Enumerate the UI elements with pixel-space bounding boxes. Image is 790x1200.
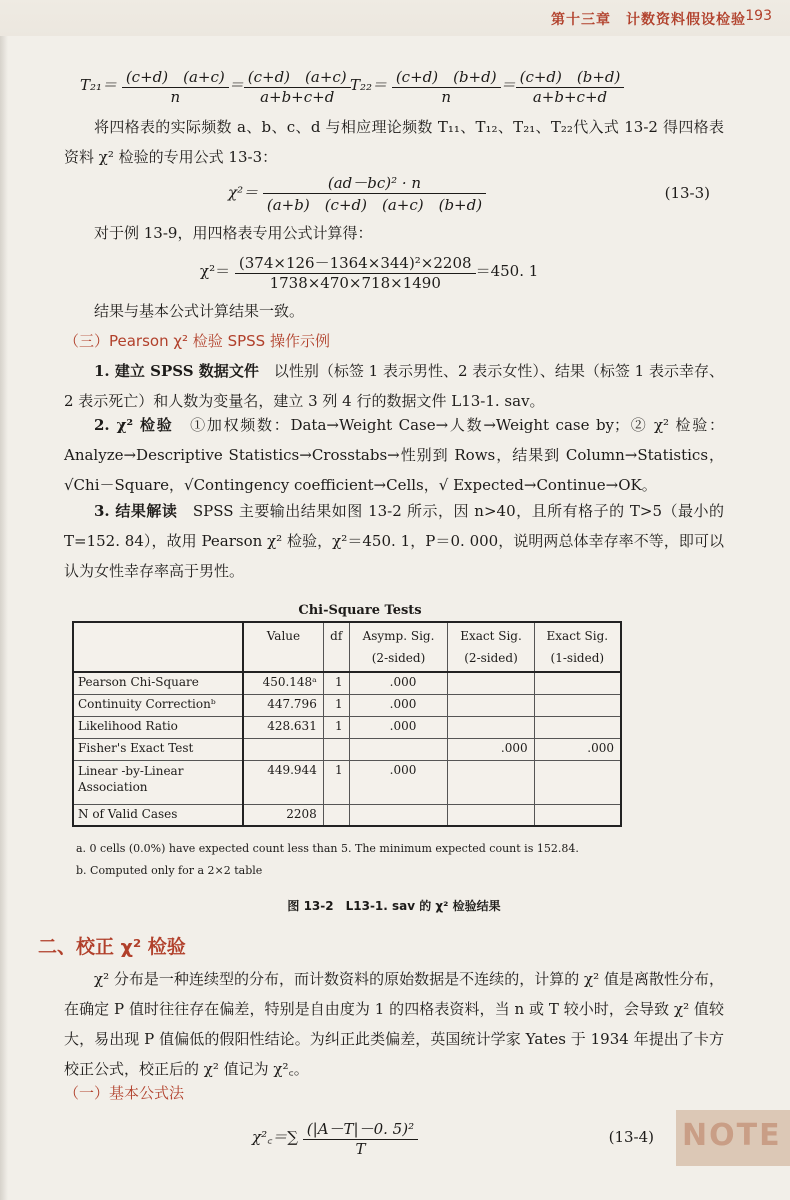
header-asymp [349, 622, 448, 672]
header-exact1 [534, 622, 621, 672]
table-row [73, 694, 621, 716]
formula-13-3 [228, 172, 486, 215]
paragraph-example: 对于例 13-9，用四格表专用公式计算得： [94, 224, 373, 242]
eq13-4-fraction [303, 1118, 418, 1158]
table-title: Chi-Square Tests [298, 603, 422, 618]
t22-num2: (c+d) (b+d) [516, 66, 625, 88]
cell-df: 1 [323, 672, 349, 694]
t22-fraction-2 [516, 66, 625, 106]
cell-df: 1 [323, 760, 349, 804]
formula-13-4 [252, 1118, 418, 1158]
step-1 [64, 356, 724, 416]
formula-t22: T₂₂＝ $\frac{(c+d) (b+d)}{n}$ ＝ $\frac{(c+d) (b+d)}{a+b+c+d}$ [350, 66, 624, 106]
table-row [73, 672, 621, 694]
step-1-text: 以性别（标签 1 表示男性、2 表示女性）、结果（标签 1 表示幸存、2 表示死亡）和人数为变量名，建立 3 列 4 行的数据文件 L13-1. sav。 [64, 362, 724, 410]
section-2-title: 二、校正 χ² 检验 [38, 936, 186, 958]
table-row [73, 804, 621, 826]
t22-num1: (c+d) (b+d) [392, 66, 501, 88]
chi-square-table [72, 621, 622, 827]
cell-value: 449.944 [243, 760, 323, 804]
cell-exact1 [534, 804, 621, 826]
table-footnote-b: b. Computed only for a 2×2 table [76, 864, 263, 877]
header-blank [73, 622, 243, 672]
cell-value: 447.796 [243, 694, 323, 716]
calc-result: ＝450. 1 [475, 262, 539, 280]
equation-number-13-4: (13-4) [608, 1128, 654, 1146]
eq13-3-den: (a+b) (c+d) (a+c) (b+d) [266, 196, 483, 214]
eq13-3-num: (ad－bc)² · n [263, 172, 486, 194]
row-label: Fisher's Exact Test [73, 738, 243, 760]
cell-exact2 [448, 716, 534, 738]
t21-num2: (c+d) (a+c) [244, 66, 351, 88]
header-exact2-l2: (2-sided) [464, 651, 518, 665]
page-number: 193 [745, 8, 772, 24]
table-row [73, 738, 621, 760]
header-exact1-l2: (1-sided) [550, 651, 605, 665]
cell-value: 428.631 [243, 716, 323, 738]
header-asymp-l2: (2-sided) [371, 651, 426, 665]
cell-df [323, 804, 349, 826]
step-2-title: 2. χ² 检验 [94, 416, 174, 434]
cell-df [323, 738, 349, 760]
row-label: Likelihood Ratio [73, 716, 243, 738]
eq13-4-lhs: χ²꜀＝∑ [252, 1128, 299, 1146]
step-2 [64, 410, 724, 500]
cell-exact2 [448, 694, 534, 716]
cell-exact1 [534, 672, 621, 694]
table-row [73, 760, 621, 804]
cell-asymp: .000 [349, 672, 448, 694]
t22-lhs: T₂₂＝ [350, 76, 388, 94]
table-header-row [73, 622, 621, 672]
running-header [0, 0, 790, 36]
table-footnote-a: a. 0 cells (0.0%) have expected count less than 5. The minimum expected count is 152.84. [76, 842, 579, 855]
header-value: Value [243, 622, 323, 672]
eq13-4-den: T [355, 1140, 366, 1158]
row-label: Pearson Chi-Square [73, 672, 243, 694]
cell-asymp: .000 [349, 760, 448, 804]
subsection-basic-formula: （一）基本公式法 [64, 1084, 185, 1102]
header-df: df [323, 622, 349, 672]
eq13-3-fraction [263, 172, 486, 215]
step-3-title: 3. 结果解读 [94, 502, 178, 520]
calc-num: (374×126－1364×344)²×2208 [235, 252, 476, 274]
t22-fraction-1 [392, 66, 501, 106]
t21-den1: n [170, 88, 181, 106]
cell-exact1 [534, 760, 621, 804]
paragraph-consistent: 结果与基本公式计算结果一致。 [94, 302, 305, 320]
row-label: Continuity Correctionᵇ [73, 694, 243, 716]
equation-number-13-3: (13-3) [664, 184, 710, 202]
note-logo-text: NOTE [682, 1118, 782, 1153]
t22-den1: n [441, 88, 452, 106]
step-3 [64, 496, 724, 586]
header-exact2-l1: Exact Sig. [460, 629, 522, 643]
eq13-3-lhs: χ²＝ [228, 183, 259, 202]
table-row [73, 716, 621, 738]
cell-df: 1 [323, 694, 349, 716]
cell-asymp [349, 738, 448, 760]
header-asymp-l1: Asymp. Sig. [362, 629, 435, 643]
subsection-spss-title: （三）Pearson χ² 检验 SPSS 操作示例 [64, 332, 330, 350]
t21-den2: a+b+c+d [260, 88, 335, 106]
calc-den: 1738×470×718×1490 [269, 274, 441, 292]
cell-exact1: .000 [534, 738, 621, 760]
cell-exact2 [448, 804, 534, 826]
cell-exact1 [534, 694, 621, 716]
row-label: Linear -by-Linear Association [73, 760, 243, 804]
t21-num1: (c+d) (a+c) [122, 66, 229, 88]
cell-exact2: .000 [448, 738, 534, 760]
cell-value [243, 738, 323, 760]
t22-den2: a+b+c+d [532, 88, 608, 106]
cell-asymp [349, 804, 448, 826]
step-1-title: 1. 建立 SPSS 数据文件 [94, 362, 259, 380]
paragraph-formula-intro: 将四格表的实际频数 a、b、c、d 与相应理论频数 T₁₁、T₁₂、T₂₁、T₂₂代入式 13-2 得四格表资料 χ² 检验的专用公式 13-3： [64, 118, 724, 166]
cell-value: 450.148ᵃ [243, 672, 323, 694]
note-logo [676, 1110, 790, 1166]
calc-lhs: χ²＝ [200, 262, 231, 280]
cell-exact2 [448, 760, 534, 804]
section-2-paragraph: χ² 分布是一种连续型的分布，而计数资料的原始数据是不连续的，计算的 χ² 值是离散性分布，在确定 P 值时往往存在偏差，特别是自由度为 1 的四格表资料，当 n 或 T 较小时，会导致 χ² 值较大，易出现 P 值偏低的假阳性结论。为纠正此类偏差，英国统计学家 Yates 于 1934 年提出了卡方校正公式，校正后的 χ² 值记为 χ²꜀。 [64, 970, 724, 1078]
step-3-text: SPSS 主要输出结果如图 13-2 所示，因 n>40，且所有格子的 T>5（最小的 T=152. 84），故用 Pearson χ² 检验，χ²＝450. 1，P＝0. 000，说明两总体幸存率不等，即可以认为女性幸存率高于男性。 [64, 502, 724, 580]
t21-fraction-2 [244, 66, 351, 106]
formula-t21: T₂₁＝ $\frac{(c+d) (a+c)}{n}$ ＝ $\frac{(c+d) (a+c)}{a+b+c+d}$ [80, 66, 351, 106]
cell-exact1 [534, 716, 621, 738]
figure-caption: 图 13-2 L13-1. sav 的 χ² 检验结果 [287, 899, 501, 913]
header-exact2 [448, 622, 534, 672]
chapter-title: 第十三章 计数资料假设检验 [551, 12, 746, 28]
cell-asymp: .000 [349, 716, 448, 738]
cell-value: 2208 [243, 804, 323, 826]
cell-df: 1 [323, 716, 349, 738]
cell-asymp: .000 [349, 694, 448, 716]
header-exact1-l1: Exact Sig. [546, 629, 609, 643]
page-spine-shadow [0, 0, 8, 1200]
t21-lhs: T₂₁＝ [80, 76, 118, 94]
calc-fraction [235, 252, 476, 292]
formula-calculation [200, 252, 538, 292]
t21-fraction-1 [122, 66, 229, 106]
row-label: N of Valid Cases [73, 804, 243, 826]
eq13-4-num: (|A－T|－0. 5)² [303, 1118, 418, 1140]
step-2-text: ①加权频数：Data→Weight Case→人数→Weight case by；② χ² 检验：Analyze→Descriptive Statistics→Crosstabs→性别到 Rows，结果到 Column→Statistics，√Chi－Square，√Contingency coefficient→Cells，√ Expected→Continue→OK。 [64, 416, 724, 494]
cell-exact2 [448, 672, 534, 694]
